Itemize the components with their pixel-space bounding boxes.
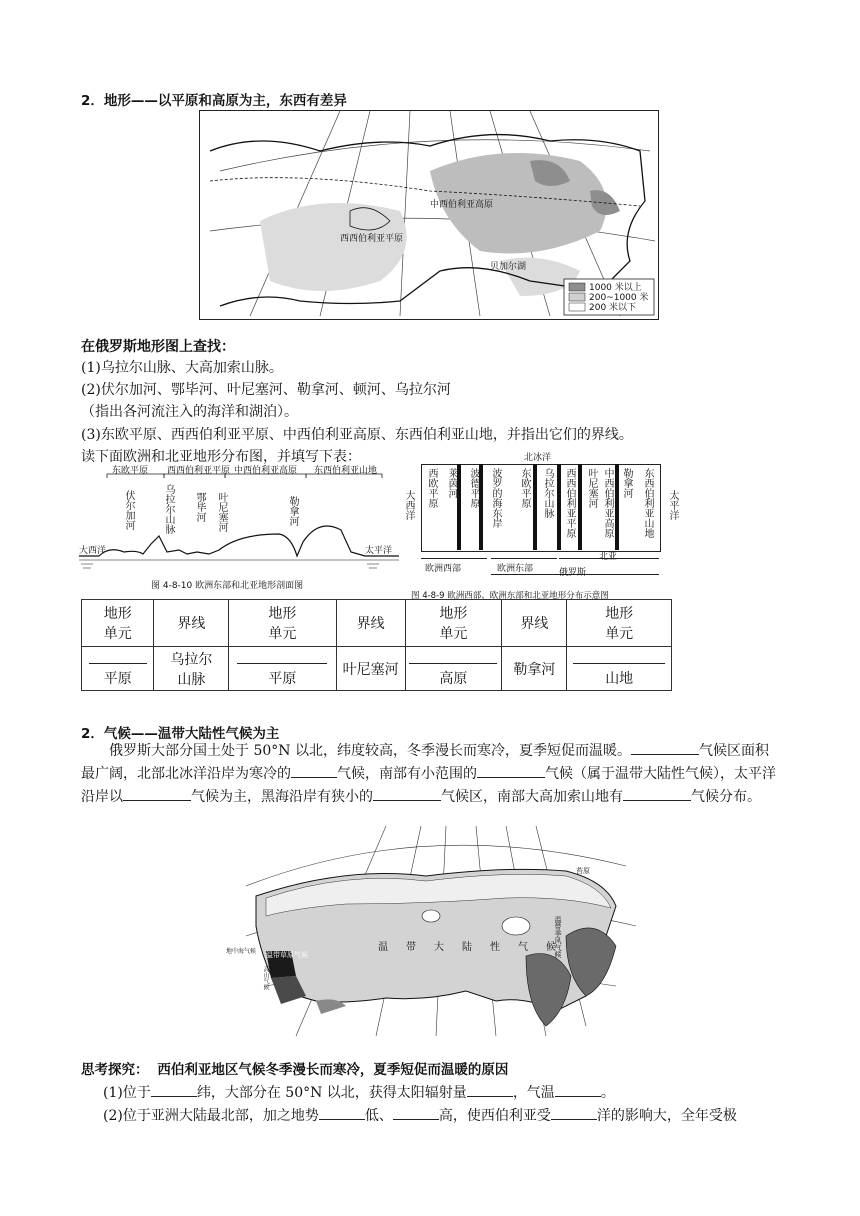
th-unit-3: 地形 单元 xyxy=(405,600,502,647)
profile-river-yenisei: 叶尼塞河 xyxy=(216,492,227,532)
find-item-3: (3)东欧平原、西西伯利亚平原、中西伯利亚高原、东西伯利亚山地，并指出它们的界线。 xyxy=(81,427,633,443)
terrain-distribution-diagram xyxy=(399,450,689,600)
label-central-siberian-plateau: 中西伯利亚高原 xyxy=(430,200,494,210)
find-title: 在俄罗斯地形图上查找： xyxy=(81,339,235,355)
th-boundary-3: 界线 xyxy=(502,600,567,647)
th-unit-1: 地形 单元 xyxy=(82,600,154,647)
diagram-col-9: 中西伯利亚高原 xyxy=(602,468,613,538)
section-heading-terrain: 2．地形——以平原和高原为主，东西有差异 xyxy=(81,93,347,109)
profile-river-ob: 鄂毕河 xyxy=(194,492,205,522)
climate-label-mediterranean: 地中海气候 xyxy=(226,948,257,955)
th-unit-2: 地形 单元 xyxy=(229,600,336,647)
legend-mid: 200~1000 米 xyxy=(589,293,649,303)
russia-climate-map xyxy=(226,826,646,1044)
diagram-col-4: 波罗的海东岸 xyxy=(490,468,501,528)
find-item-2: (2)伏尔加河、鄂毕河、叶尼塞河、勒拿河、顿河、乌拉尔河 xyxy=(81,382,451,398)
label-lake-baikal: 贝加尔湖 xyxy=(490,262,527,272)
russia-terrain-map xyxy=(199,110,659,320)
profile-caption: 图 4-8-10 欧洲东部和北亚地形剖面图 xyxy=(151,581,304,591)
terrain-profile-figure xyxy=(79,464,399,594)
diagram-col-6: 乌拉尔山脉 xyxy=(542,468,553,518)
terrain-table xyxy=(81,599,672,691)
cell-unit-4[interactable]: 山地 xyxy=(567,647,672,691)
diagram-right-ocean: 太平洋 xyxy=(667,490,678,520)
section-heading-climate: 2．气候——温带大陆性气候为主 xyxy=(81,726,280,742)
legend-high: 1000 米以上 xyxy=(589,283,642,293)
legend-low: 200 米以下 xyxy=(589,303,637,313)
find-item-1: (1)乌拉尔山脉、大高加索山脉。 xyxy=(81,360,283,376)
diagram-col-5: 东欧平原 xyxy=(519,468,530,508)
think-q1: (1)位于 纬，大部分在 50°N 以北，获得太阳辐射量 ，气温 。 xyxy=(103,1082,615,1102)
think-q2: (2)位于亚洲大陆最北部，加之地势 低、 高，使西伯利亚受 洋的影响大，全年受极 xyxy=(103,1105,737,1125)
profile-river-lena: 勒拿河 xyxy=(287,496,298,526)
climate-paragraph: 俄罗斯大部分国土处于 50°N 以北，纬度较高，冬季漫长而寒冷，夏季短促而温暖。 气候区面积最广阔，北部北冰洋沿岸为寒冷的 气候，南部有小范围的 气候（属于温带大陆性气候），太平洋沿岸以 气候为主，黑海沿岸有狭小的 气候区，南部大高加索山地有 气候分布。 xyxy=(81,740,781,809)
profile-top-4: 东西伯利亚山地 xyxy=(314,466,378,476)
label-west-siberian-plain: 西西伯利亚平原 xyxy=(340,234,404,244)
diagram-col-8: 叶尼塞河 xyxy=(586,468,597,508)
th-boundary-1: 界线 xyxy=(154,600,229,647)
read-instruction: 读下面欧洲和北亚地形分布图，并填写下表： xyxy=(81,449,361,465)
think-line: 思考探究： 西伯利亚地区气候冬季漫长而寒冷，夏季短促而温暖的原因 xyxy=(81,1062,509,1078)
diagram-region-north-asia: 北亚 xyxy=(599,552,618,562)
diagram-left-ocean: 大西洋 xyxy=(403,490,414,520)
climate-label-continental: 温带大陆性气候 xyxy=(378,942,574,953)
th-boundary-2: 界线 xyxy=(336,600,405,647)
profile-top-1: 东欧平原 xyxy=(112,466,149,476)
profile-left-ocean: 大西洋 xyxy=(79,546,107,556)
th-unit-4: 地形 单元 xyxy=(567,600,672,647)
diagram-region-east: 欧洲东部 xyxy=(497,564,534,574)
profile-river-volga: 伏尔加河 xyxy=(123,490,134,530)
cell-boundary-3: 勒拿河 xyxy=(502,647,567,691)
profile-top-2: 西西伯利亚平原 xyxy=(167,466,231,476)
diagram-region-west: 欧洲西部 xyxy=(425,564,462,574)
profile-top-3: 中西伯利亚高原 xyxy=(234,466,298,476)
cell-unit-2[interactable]: 平原 xyxy=(229,647,336,691)
cell-boundary-2: 叶尼塞河 xyxy=(336,647,405,691)
diagram-col-10: 勒拿河 xyxy=(621,468,632,498)
diagram-col-11: 东西伯利亚山地 xyxy=(642,468,653,538)
find-item-2-note: （指出各河流注入的海洋和湖泊）。 xyxy=(81,404,298,420)
profile-right-ocean: 太平洋 xyxy=(365,546,393,556)
diagram-col-7: 西西伯利亚平原 xyxy=(564,468,575,538)
diagram-col-2: 莱茵河 xyxy=(446,468,457,498)
diagram-col-1: 西欧平原 xyxy=(426,468,437,508)
diagram-caption: 图 4-8-9 欧洲西部、欧洲东部和北亚地形分布示意图 xyxy=(411,591,609,601)
cell-boundary-1: 乌拉尔 山脉 xyxy=(154,647,229,691)
climate-label-tundra: 苔原 xyxy=(576,867,590,875)
cell-unit-3[interactable]: 高原 xyxy=(405,647,502,691)
climate-label-monsoon: 温带季风气候 xyxy=(554,916,562,958)
diagram-region-russia: 俄罗斯 xyxy=(559,568,587,578)
diagram-col-3: 波德平原 xyxy=(468,468,479,508)
profile-ural: 乌拉尔山脉 xyxy=(163,484,174,534)
diagram-top-ocean: 北冰洋 xyxy=(524,453,552,463)
cell-unit-1[interactable]: 平原 xyxy=(82,647,154,691)
climate-label-steppe: 温带草原气候 xyxy=(266,951,308,959)
climate-label-alpine: 高山气候 xyxy=(262,966,269,990)
